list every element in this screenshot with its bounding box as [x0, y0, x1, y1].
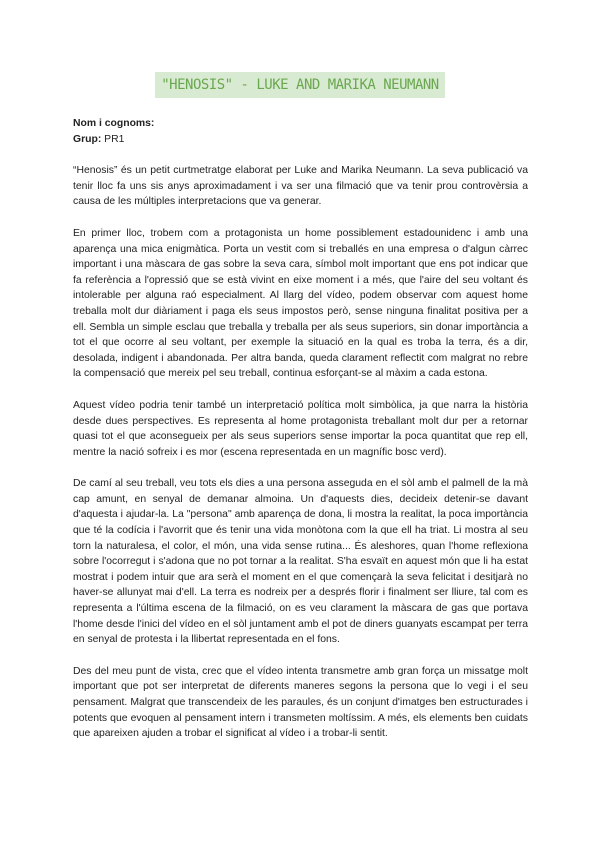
student-info: [73, 116, 528, 147]
paragraph-opinion: Des del meu punt de vista, crec que el vídeo intenta transmetre amb gran força un missatge molt important que pot ser interpretat de diferents maneres segons la persona que lo vegi i el seu pensament. Malgrat que transcendeix de les paraules, és un conjunt d'imatges ben estructurades i potents que evoquen al pensament intern i transmeten moltíssim. A més, els elements ben cuidats que apareixen ajuden a trobar el significat al vídeo i a trobar-li sentit.: [73, 665, 528, 740]
paragraph-protagonist: En primer lloc, trobem com a protagonista un home possiblement estadounidenc i amb una aparença una mica enigmàtica. Porta un vestit com si treballés en una empresa o d'algun càrrec important i una màscara de gas sobre la seva cara, símbol molt important que ens pot indicar que fa referència a l'opressió que se està vivint en eixe moment i a més, que l'aire del seu voltant és intolerable per alguna raó especialment. Al llarg del vídeo, podem observar com aquest home treballa molt dur diàriament i paga els seus impostos però, sense ninguna finalitat positiva per a ell. Sembla un simple esclau que treballa y treballa per als seus superiors, sin donar importància a tot el que ocorre al seu voltant, per exemple la situació en la qual es troba la terra, és a dir, desolada, indigent i abandonada. Per altra banda, queda clarament reflectit com malgrat no rebre la compensació que mereix pel seu treball, continua esforçant-se al màxim a cada estona.: [73, 227, 528, 380]
group-value: PR1: [101, 133, 125, 145]
document-title: "HENOSIS" - LUKE AND MARIKA NEUMANN: [155, 72, 445, 98]
name-label: Nom i cognoms:: [73, 118, 155, 129]
title-container: [0, 72, 600, 98]
paragraph-journey: De camí al seu treball, veu tots els dies a una persona asseguda en el sòl amb el palmell de la mà cap amunt, en senyal de demanar almoina. Un d'aquests dies, decideix detenir-se davant d'aquesta i ajudar-la. La "persona" amb aparença de dona, li mostra la realitat, la poca importància que té la codícia i l'avorrit que és tenir una vida monòtona com la que ell ha triat. Li mostra al seu torn la naturalesa, el color, el món, una vida sense rutina... És aleshores, quan l'home reflexiona sobre l'ocorregut i s'adona que no pot tornar a la realitat. S'ha esvaït en aquest món que li ha estat mostrat i podem intuir que ara serà el moment en el que començarà la seva felicitat i desitjarà no haver-se allunyat mai d'ell. La terra es nodreix per a després florir i finalment ser lliure, tal com es representa a l'última escena de la filmació, on es veu clarament la màscara de gas que portava l'home desde l'inici del vídeo en el sòl juntament amb el pot de diners guanyats escampat per terra en senyal de protesta i la llibertat representada en el fons.: [73, 478, 528, 646]
paragraph-intro: “Henosis” és un petit curtmetratge elaborat per Luke and Marika Neumann. La seva publicació va tenir lloc fa uns sis anys aproximadament i va ser una filmació que va tenir prou controvèrsia a causa de les múltiples interpretacions que va generar.: [73, 165, 528, 208]
paragraph-political: Aquest vídeo podria tenir també un interpretació política molt simbòlica, ja que narra la història desde dues perspectives. Es representa al home protagonista treballant molt dur per a retornar quasi tot el que aconsegueix per als seus superiors sense importar la poca quantitat que rep ell, mentre la nació sofreix i es mor (escena representada en un magnífic bosc verd).: [73, 399, 528, 458]
document-body: [73, 116, 528, 758]
group-label: Grup:: [73, 133, 102, 145]
